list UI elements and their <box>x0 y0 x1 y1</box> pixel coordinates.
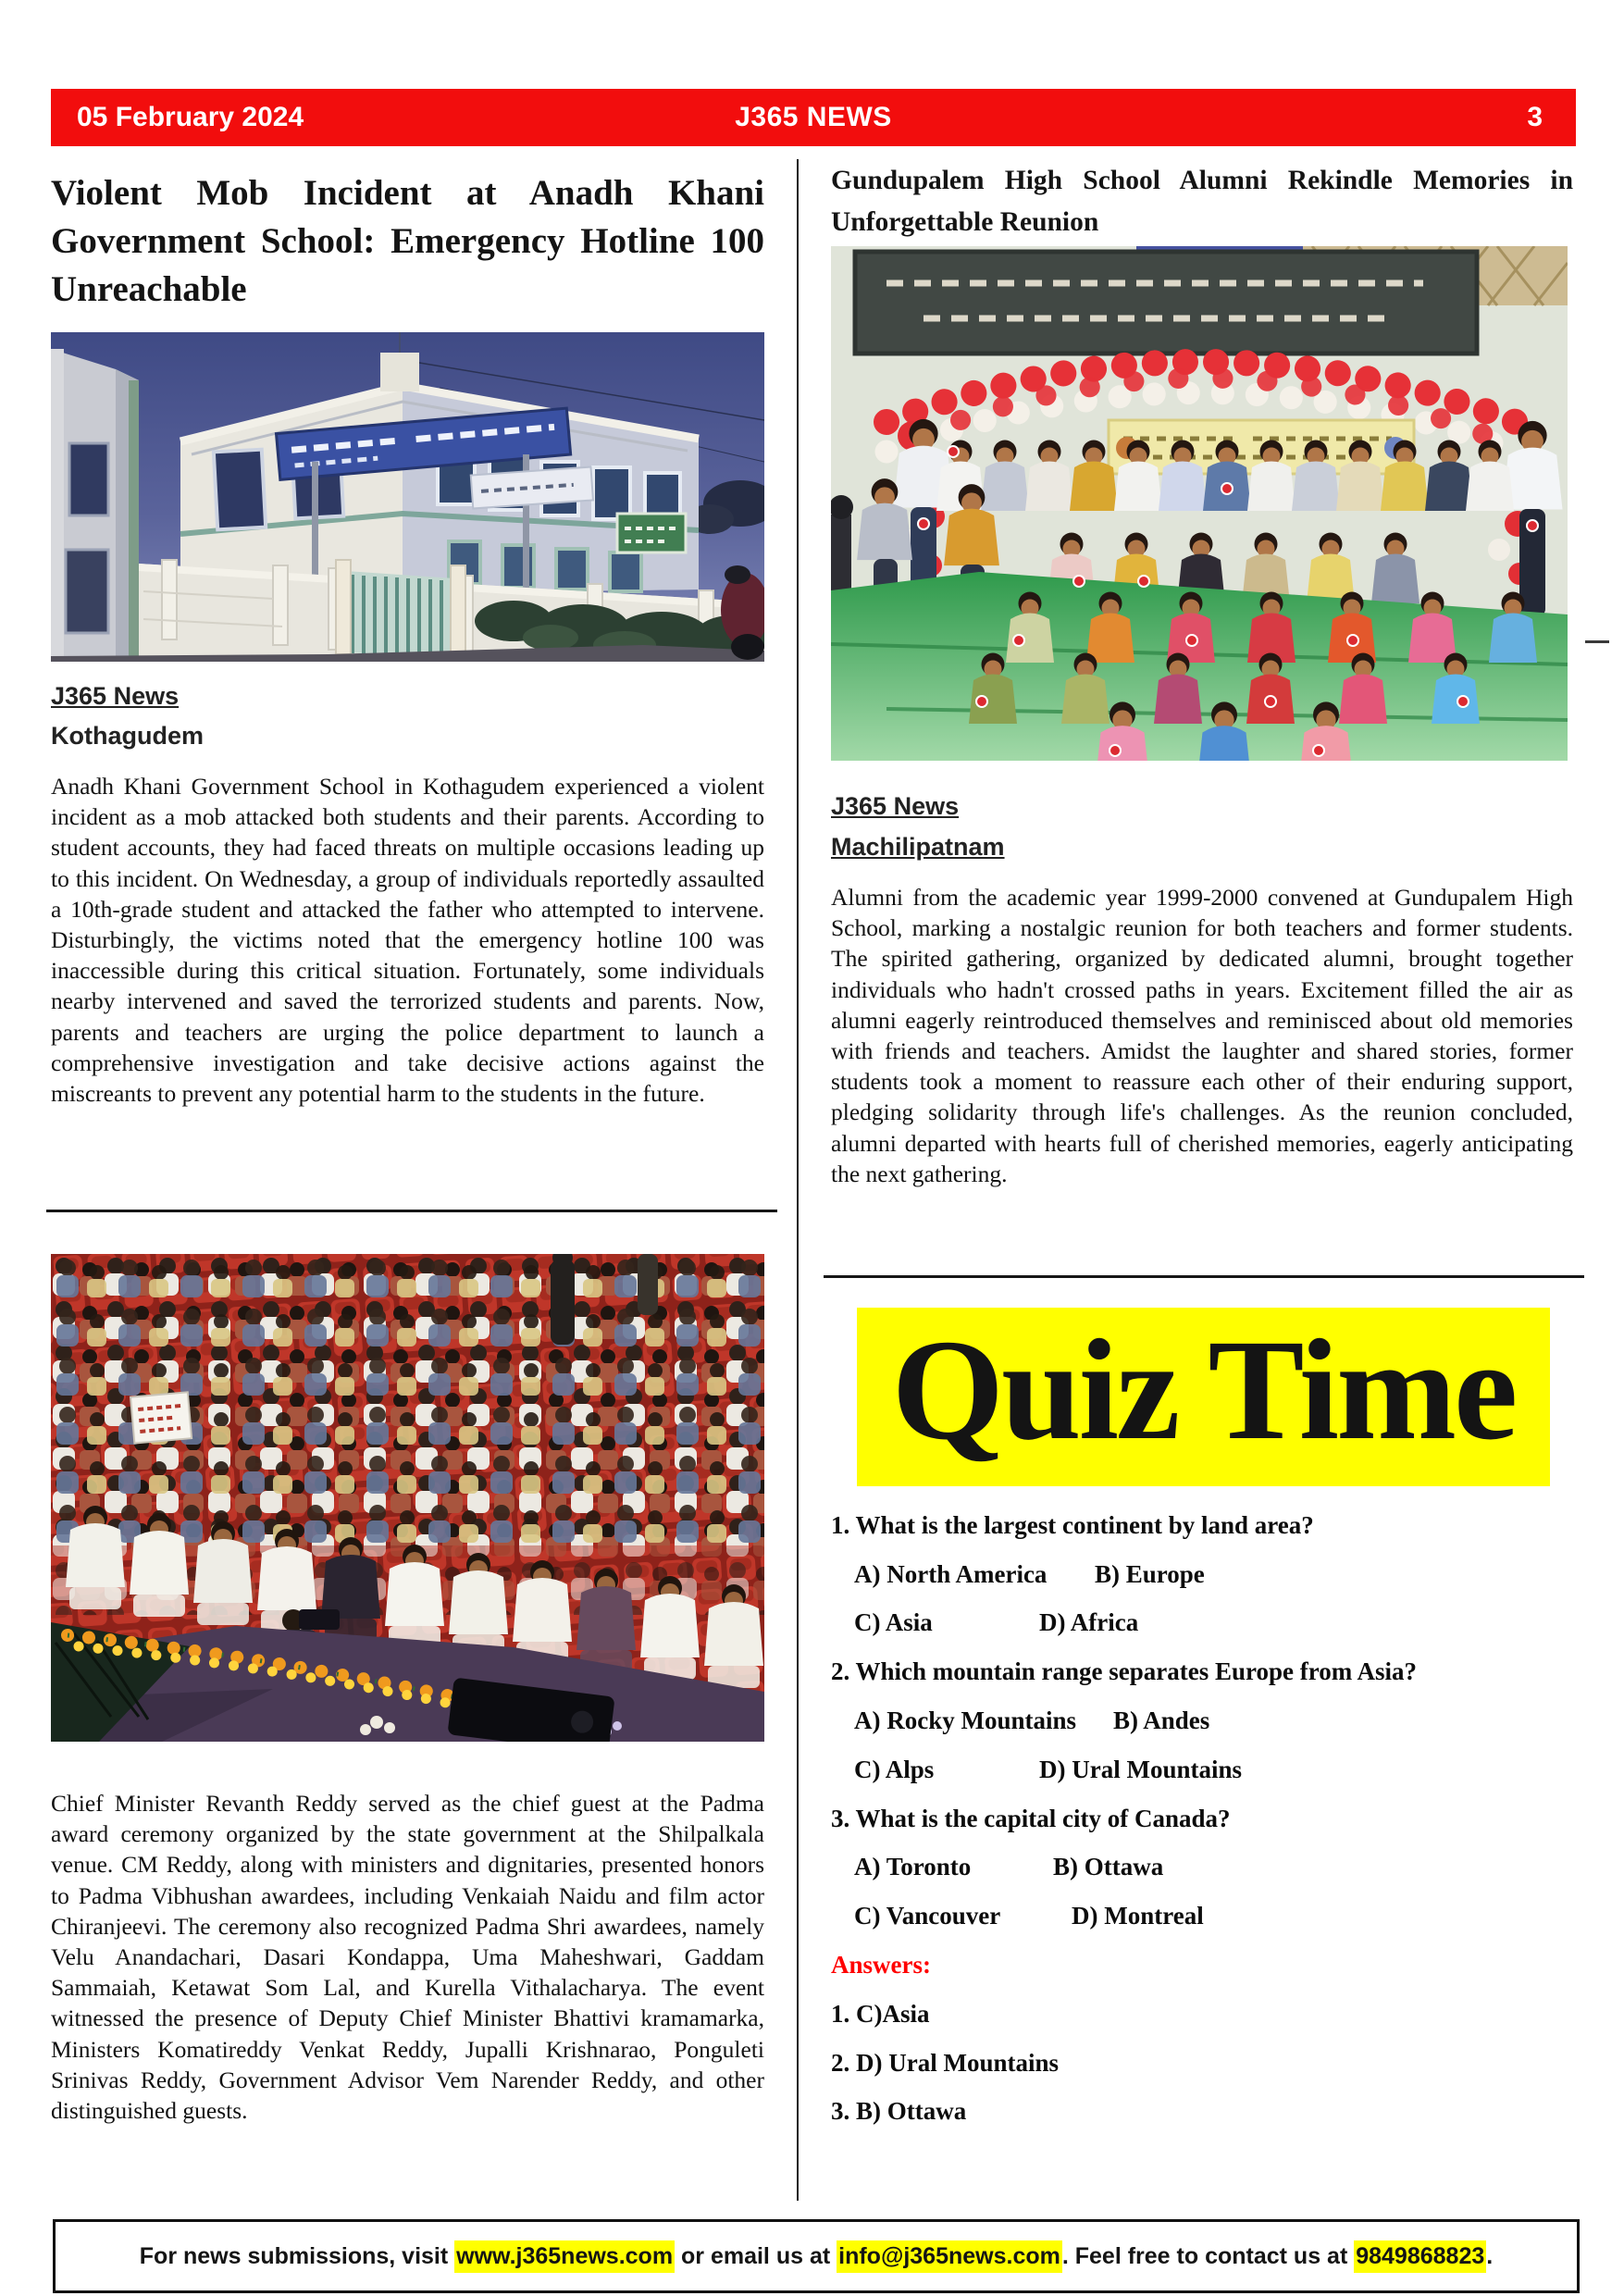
quiz-question: 3. What is the capital city of Canada? <box>831 1804 1231 1832</box>
quiz-options-row: C) Asia D) Africa <box>854 1608 1139 1637</box>
right-article-headline: Gundupalem High School Alumni Rekindle Memories in Unforgettable Reunion <box>831 166 1573 237</box>
award-ceremony-audience-photo <box>51 1254 764 1742</box>
margin-dash <box>1585 640 1609 643</box>
right-byline-location: Machilipatnam <box>831 833 1005 861</box>
chalkboard <box>855 252 1477 354</box>
left-article-headline: Violent Mob Incident at Anadh Khani Government School: Emergency Hotline 100 Unreachable <box>51 173 764 309</box>
left-byline-source: J365 News <box>51 682 180 710</box>
quiz-answer: 2. D) Ural Mountains <box>831 2048 1060 2077</box>
quiz-question: 2. Which mountain range separates Europe from Asia? <box>831 1657 1418 1686</box>
quiz-answer: 1. C)Asia <box>831 1999 930 2028</box>
quiz-options-row: A) Rocky Mountains B) Andes <box>854 1706 1210 1735</box>
footer-text: . <box>1486 2242 1494 2269</box>
quiz-question: 1. What is the largest continent by land area? <box>831 1510 1314 1539</box>
left-byline-location: Kothagudem <box>51 722 204 750</box>
footer-phone-number[interactable]: 9849868823 <box>1354 2240 1486 2273</box>
right-article-body: Alumni from the academic year 1999-2000 convened at Gundupalem High School, marking a nostalgic reunion for both teachers and former students. The spirited gathering, organized by dedicated alumni, brought together individuals who hadn't crossed paths in years. Excitement filled the air as alumni eagerly reintroduced themselves and reminisced about old memories with friends and teachers. Amidst the laughter and shared stories, former students took a moment to reassure each other of their enduring support, pledging solidarity through life's challenges. As the reunion concluded, alumni departed with hearts full of cherished memories, eagerly anticipating the next gathering. <box>831 884 1573 1187</box>
quiz-options-row: C) Alps D) Ural Mountains <box>854 1755 1243 1783</box>
quiz-answers-label: Answers: <box>831 1951 931 1980</box>
masthead-title: J365 NEWS <box>735 102 892 132</box>
footer-text: or email us at <box>675 2242 837 2269</box>
quiz-options-row: A) North America B) Europe <box>854 1559 1205 1588</box>
cm-article-body: Chief Minister Revanth Reddy served as the chief guest at the Padma award ceremony organized by the state government at the Shilpalkala venue. CM Reddy, along with ministers and dignitaries, presented honors to Padma Vibhushan awardees, including Venkaiah Naidu and film actor Chiranjeevi. The ceremony also recognized Padma Shri awardees, namely Velu Anandachari, Dasari Kondappa, Uma Maheshwari, Gaddam Sammaiah, Ketawat Som Lal, and Kurella Vithalacharya. The event witnessed the presence of Deputy Chief Minister Bhattivi kramamarka, Ministers Komatireddy Venkat Reddy, Jupalli Krishnarao, Ponguleti Srinivas Reddy, Government Advisor Vem Narender Reddy, and other distinguished guests. <box>51 1790 764 2125</box>
school-building-photo <box>51 332 764 662</box>
quiz-section <box>831 1501 1581 2136</box>
footer-email-link[interactable]: info@j365news.com <box>837 2240 1062 2273</box>
footer-text: For news submissions, visit <box>139 2242 455 2269</box>
alumni-reunion-photo <box>831 246 1568 761</box>
quiz-answer: 3. B) Ottawa <box>831 2097 967 2126</box>
left-article-body: Anadh Khani Government School in Kothagudem experienced a violent incident as a mob attacked both students and their parents. According to student accounts, they had faced threats on multiple occasions leading up to this incident. On Wednesday, a group of individuals reportedly assaulted a 10th-grade student and attacked the father who attempted to intervene. Disturbingly, the victims noted that the emergency hotline 100 was inaccessible during this critical situation. Fortunately, some individuals nearby intervened and saved the terrorized students and parents. Now, parents and teachers are urging the police department to launch a comprehensive investigation and take decisive actions against the miscreants to prevent any potential harm to the students in the future. <box>51 773 764 1108</box>
footer-text: . Feel free to contact us at <box>1061 2242 1355 2269</box>
quiz-title: Quiz Time <box>891 1309 1516 1470</box>
right-section-divider <box>824 1275 1584 1278</box>
footer-bar <box>53 2219 1580 2293</box>
quiz-options-row: C) Vancouver D) Montreal <box>854 1902 1204 1930</box>
quiz-options-row: A) Toronto B) Ottawa <box>854 1853 1164 1881</box>
quiz-title-banner <box>857 1308 1550 1486</box>
column-divider <box>797 159 799 2201</box>
footer-website-link[interactable]: www.j365news.com <box>454 2240 675 2273</box>
left-section-divider <box>46 1210 777 1212</box>
page-number: 3 <box>1527 102 1543 132</box>
header-date: 05 February 2024 <box>77 102 304 132</box>
right-byline-source: J365 News <box>831 792 960 820</box>
header-bar <box>51 89 1576 146</box>
placard <box>130 1392 192 1443</box>
